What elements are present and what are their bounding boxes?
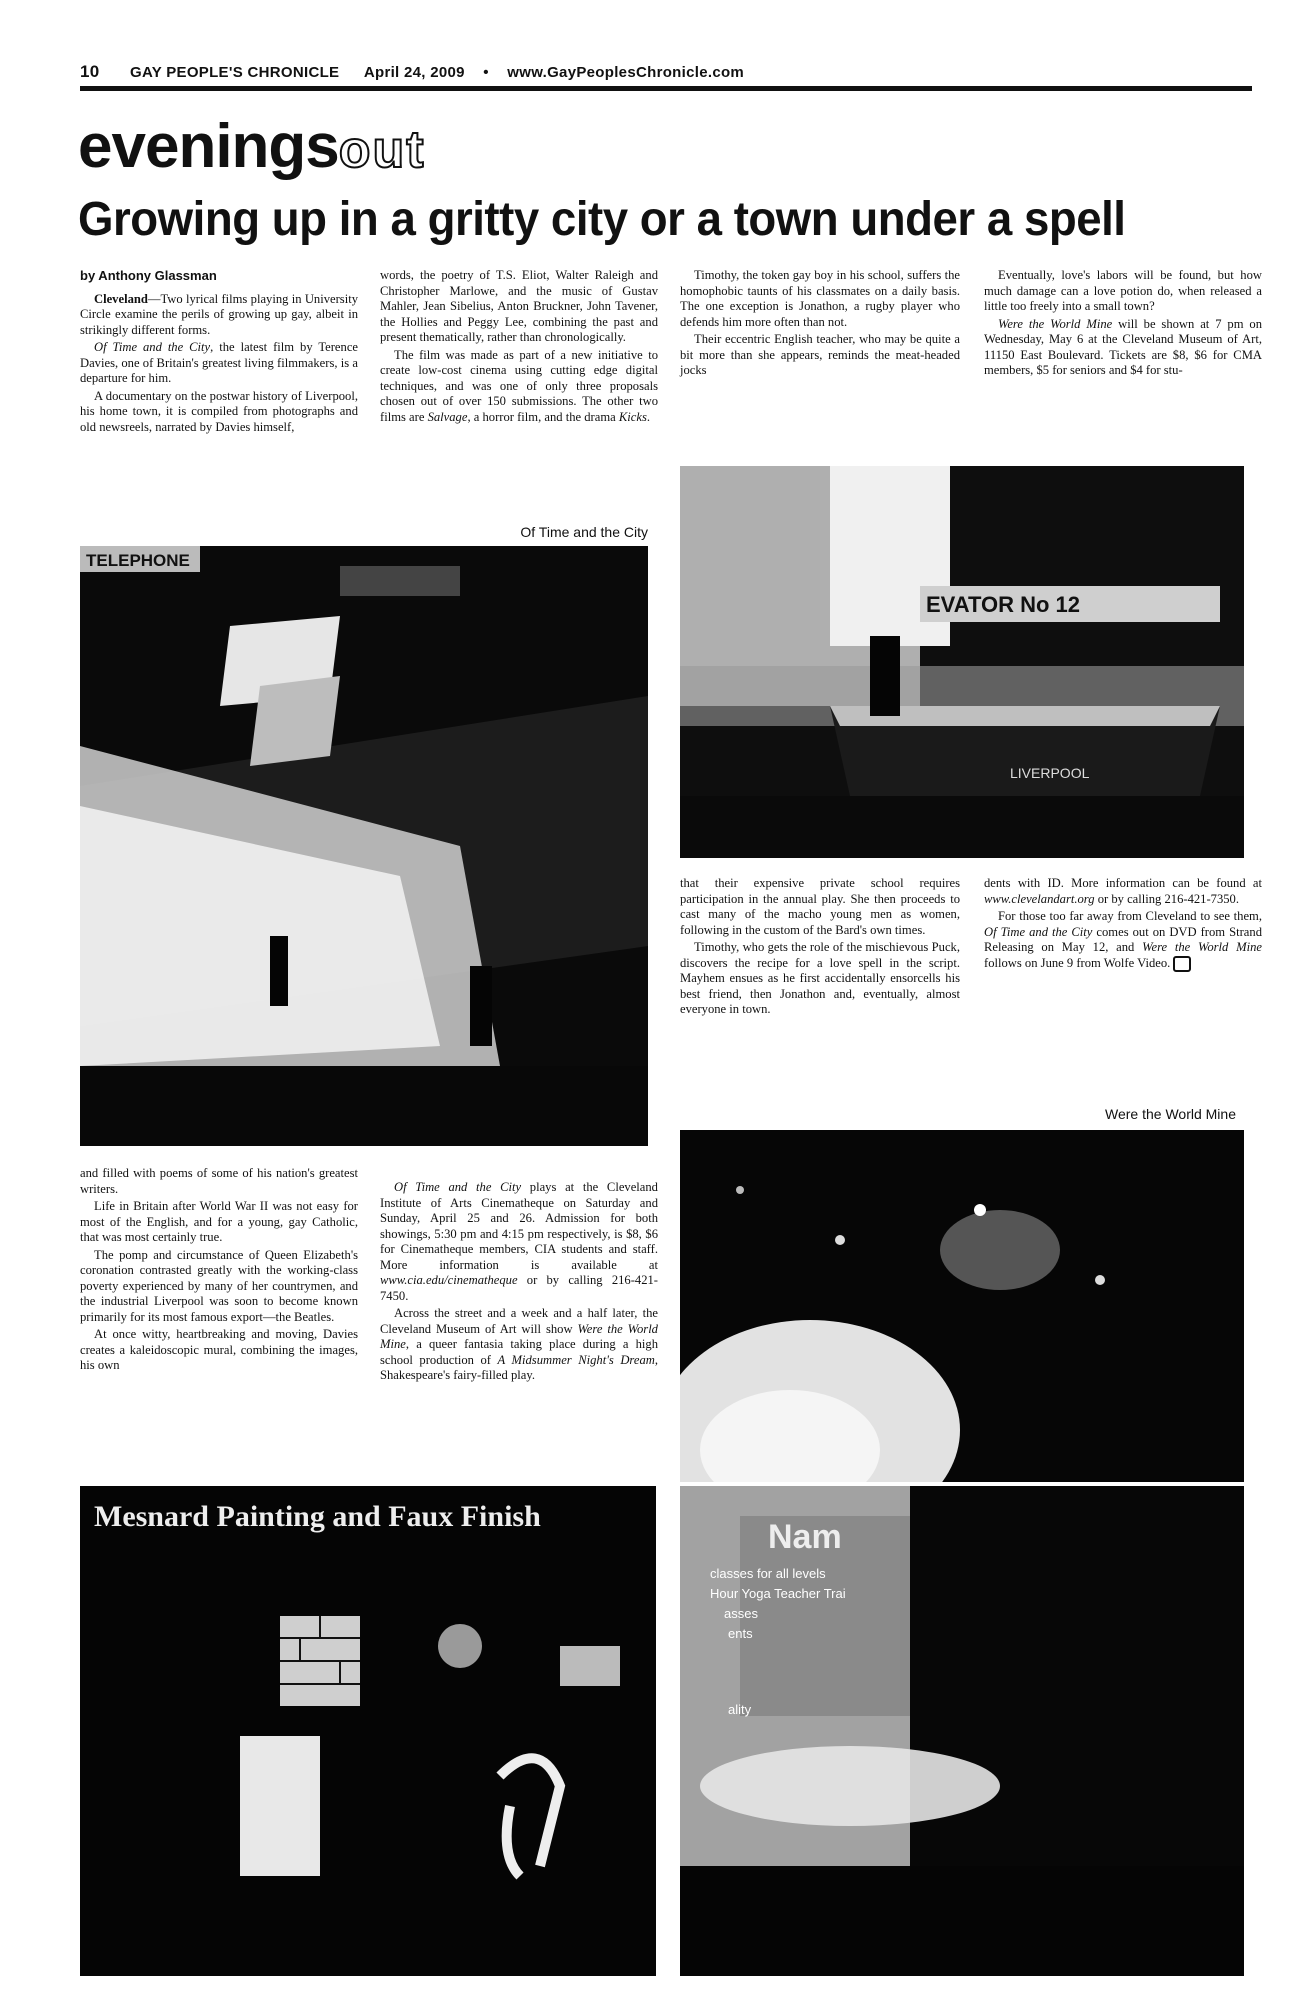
play-title: A Midsummer Night's Dream bbox=[497, 1352, 655, 1367]
headline: Growing up in a gritty city or a town under a spell bbox=[78, 193, 1126, 246]
paragraph: Of Time and the City, the latest film by Terence Davies, one of Britain's greatest living filmmakers, is a departure for him. bbox=[80, 340, 358, 385]
paragraph: Across the street and a week and a half later, the Cleveland Museum of Art will show Were the World Mine, a queer fantasia taking place during a high school production of A Midsummer Night's Dream, Shakespeare's fairy-filled play. bbox=[380, 1306, 658, 1382]
ad-line: Hour Yoga Teacher Trai bbox=[710, 1586, 846, 1601]
advertisement-mesnard-painting bbox=[80, 1486, 656, 1976]
film-title: Were the World Mine bbox=[380, 1321, 658, 1351]
section-suffix: out bbox=[338, 121, 426, 179]
photo-caption: Were the World Mine bbox=[1105, 1106, 1236, 1122]
dateline: Cleveland bbox=[94, 291, 148, 306]
paragraph: For those too far away from Cleveland to see them, Of Time and the City comes out on DVD from Strand Releasing on May 12, and Were the World Mine follows on June 9 from Wolfe Video. bbox=[984, 909, 1262, 972]
film-title: Of Time and the City bbox=[984, 924, 1093, 939]
film-title: Were the World Mine bbox=[998, 316, 1113, 331]
boat-hull-text: LIVERPOOL bbox=[1010, 765, 1090, 781]
paragraph: and filled with poems of some of his nation's greatest writers. bbox=[80, 1166, 358, 1196]
photo-liverpool-boat bbox=[680, 466, 1244, 858]
paragraph: Cleveland—Two lyrical films playing in University Circle examine the perils of growing up gay, albeit in strikingly different forms. bbox=[80, 291, 358, 337]
paragraph: Were the World Mine will be shown at 7 pm on Wednesday, May 6 at the Cleveland Museum of Art, 11150 East Boulevard. Tickets are $8, $6 for CMA members, $5 for seniors and $4 for stu- bbox=[984, 316, 1262, 377]
column-4 bbox=[984, 268, 1262, 381]
paragraph: that their expensive private school requires participation in the annual play. She then proceeds to cast many of the macho young men as women, following in the custom of the Bard's own times. bbox=[680, 876, 960, 937]
paragraph: A documentary on the postwar history of Liverpool, his home town, it is compiled from photographs and old newsreels, narrated by Davies himself, bbox=[80, 388, 358, 434]
ad-title: Mesnard Painting and Faux Finish bbox=[94, 1500, 541, 1533]
film-title: Salvage bbox=[427, 409, 468, 424]
ad-line: asses bbox=[724, 1606, 758, 1621]
paragraph: Timothy, who gets the role of the mischievous Puck, discovers the recipe for a love spell in the script. Mayhem ensues as he first accidentally ensorcells his best friend, then Jonathon and, eventually, almost everyone in town. bbox=[680, 940, 960, 1016]
ad-line: ality bbox=[728, 1702, 752, 1717]
film-title: Of Time and the City bbox=[394, 1180, 522, 1194]
column-1-continued bbox=[80, 1166, 358, 1376]
end-mark-icon bbox=[1173, 956, 1191, 972]
paragraph: Timothy, the token gay boy in his school, suffers the homophobic taunts of his classmates on a daily basis. The one exception is Jonathon, a rugby player who defends him more often than not. bbox=[680, 268, 960, 329]
header-rule bbox=[80, 86, 1252, 91]
section-title bbox=[78, 102, 426, 195]
section-prefix: evenings bbox=[78, 112, 339, 181]
ad-line: classes for all levels bbox=[710, 1566, 826, 1581]
paragraph: Their eccentric English teacher, who may be quite a bit more than she appears, reminds the meat-headed jocks bbox=[680, 332, 960, 377]
advertisement-yoga-studio bbox=[680, 1486, 1244, 1976]
paragraph: Eventually, love's labors will be found, but how much damage can a love potion do, when released a little too freely into a small town? bbox=[984, 268, 1262, 313]
film-title: Kicks bbox=[618, 409, 647, 424]
separator-bullet: • bbox=[483, 64, 489, 81]
paragraph: Life in Britain after World War II was not easy for most of the English, and for a young, gay Catholic, that was most certainly true. bbox=[80, 1199, 358, 1244]
column-3 bbox=[680, 268, 960, 381]
paragraph: At once witty, heartbreaking and moving, Davies creates a kaleidoscopic mural, combining the images, his own bbox=[80, 1327, 358, 1372]
ad-line: ents bbox=[728, 1626, 753, 1641]
ad-title: Nam bbox=[768, 1518, 842, 1556]
photo-caption: Of Time and the City bbox=[520, 524, 648, 540]
issue-date: April 24, 2009 bbox=[363, 64, 465, 81]
boat-sign-text: EVATOR No 12 bbox=[926, 592, 1081, 617]
column-1 bbox=[80, 268, 358, 437]
photo-were-the-world-mine bbox=[680, 1130, 1244, 1482]
paragraph: dents with ID. More information can be found at www.clevelandart.org or by calling 216-421-7350. bbox=[984, 876, 1262, 906]
column-2-continued bbox=[380, 1180, 658, 1386]
paragraph: The pomp and circumstance of Queen Elizabeth's coronation contrasted greatly with the working-class poverty experienced by many of her countrymen, and the industrial Liverpool was soon to become known primarily for its most famous export—the Beatles. bbox=[80, 1247, 358, 1324]
page-header bbox=[80, 62, 1250, 82]
film-title: Of Time and the City bbox=[94, 340, 211, 354]
publication-name: GAY PEOPLE'S CHRONICLE bbox=[129, 64, 340, 81]
photo-of-time-and-the-city bbox=[80, 546, 648, 1146]
page-number: 10 bbox=[80, 62, 100, 81]
paragraph: Of Time and the City plays at the Cleveland Institute of Arts Cinematheque on Saturday and Sunday, April 25 and 26. Admission for both showings, 5:30 pm and 4:15 pm respectively, is $8, $6 for Cinematheque members, CIA students and staff. More information is available at www.cia.edu/cinematheque or by calling 216-421-7450. bbox=[380, 1180, 658, 1303]
byline: by Anthony Glassman bbox=[80, 268, 217, 283]
column-3-continued bbox=[680, 876, 960, 1020]
web-address: www.cia.edu/cinematheque bbox=[380, 1273, 518, 1287]
publication-url: www.GayPeoplesChronicle.com bbox=[507, 64, 745, 81]
photo-sign-text: TELEPHONE bbox=[86, 551, 190, 570]
paragraph: words, the poetry of T.S. Eliot, Walter Raleigh and Christopher Marlowe, and the music of Gustav Mahler, Jean Sibelius, Anton Bruckner, John Tavener, the Hollies and Peggy Lee, combining the past and present thematically, rather than chronologically. bbox=[380, 268, 658, 344]
column-4-continued bbox=[984, 876, 1262, 974]
web-address: www.clevelandart.org bbox=[984, 891, 1095, 906]
paragraph: The film was made as part of a new initiative to create low-cost cinema using cutting edge digital techniques, and was one of only three proposals chosen out of over 150 submissions. The other two films are Salvage, a horror film, and the drama Kicks. bbox=[380, 347, 658, 424]
film-title: Were the World Mine bbox=[1142, 940, 1262, 954]
column-2 bbox=[380, 268, 658, 427]
